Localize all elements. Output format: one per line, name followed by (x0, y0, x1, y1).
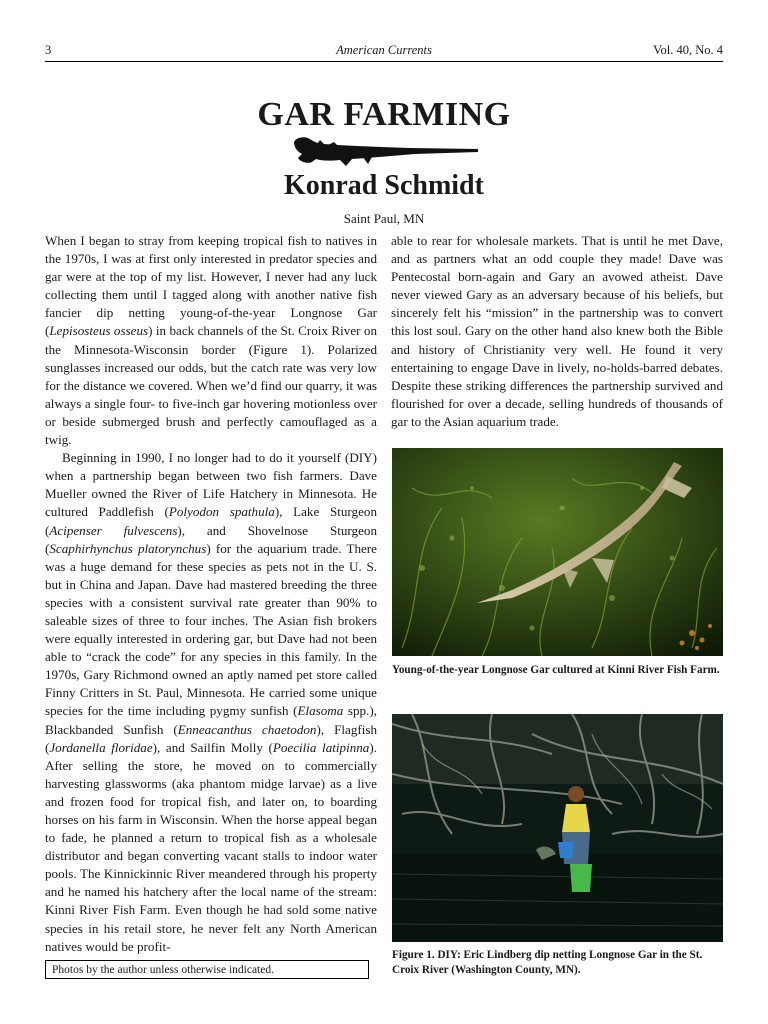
page-number: 3 (45, 43, 52, 57)
species-name: Acipenser fulvescens (49, 522, 178, 538)
gar-silhouette-icon (290, 128, 480, 172)
species-name: Poecilia latipinna (272, 739, 370, 755)
species-name: Jordanella floridae (49, 739, 153, 755)
volume-issue: Vol. 40, No. 4 (653, 43, 723, 57)
column-left (45, 232, 377, 956)
column-right (391, 232, 723, 431)
gar-photo-icon (392, 448, 723, 656)
article-author: Konrad Schmidt (284, 170, 484, 201)
river-photo-icon (392, 714, 723, 942)
author-location: Saint Paul, MN (343, 211, 425, 226)
text-run: When I began to stray from keeping tropical fish to natives in the 1970s, I was at first only interested in predator species and gar were at the top of my list. However, I never had any luck collecting them until I tagged along with another native fish fancier dip netting young-of-the-year Longnose Gar ( (45, 233, 377, 339)
text-run: ), and Sailfin Molly ( (152, 739, 273, 755)
text-run: ), and Shovelnose Sturgeon ( (45, 522, 378, 556)
paragraph (45, 232, 377, 449)
species-name: Elasoma (297, 703, 344, 719)
text-run: ) in back channels of the St. Croix River on the Minnesota-Wisconsin border (Figure 1). Polarized sunglasses increased our odds, but the catch rate was very low for the distance we covered. When we’d find our quarry, it was always a single four- to five-inch gar hovering motionless over or beside submerged brush and perfectly camouflaged as a twig. (45, 323, 377, 448)
text-run: Beginning in 1990, I no longer had to do it yourself (DIY) when a partnership began between two fish farmers. Dave Mueller owned the River of Life Hatchery in Minnesota. He cultured Paddlefish ( (45, 450, 377, 520)
species-name: Polyodon spathula (168, 504, 275, 520)
figure1-caption: Figure 1. DIY: Eric Lindberg dip netting Longnose Gar in the St. Croix River (Washington County, MN). (392, 949, 703, 976)
river-photo (392, 714, 723, 942)
species-name: Enneacanthus chaetodon (177, 721, 317, 737)
article-title: GAR FARMING (257, 96, 511, 133)
text-run: ). After selling the store, he moved on to commercially harvesting glassworms (aka phantom midge larvae) as a live and frozen food for tropical fish, and later on, to boarding horses on his farm in Wisconsin. When the horse appeal began to fade, he planned a return to tropical fish as a wholesale distributor and began converting vacant stalls to indoor water pools. The Kinnickinnic River meandered through his property and he named his hatchery after the local name of the stream: Kinni River Fish Farm. Even though he had sold some native species in his retail store, he never felt any North American natives would be profit- (45, 739, 377, 954)
species-name: Scaphirhynchus platorynchus (49, 540, 207, 556)
paragraph (45, 449, 377, 956)
text-run: ), Lake Sturgeon ( (45, 504, 377, 538)
publication-name: American Currents (336, 43, 432, 57)
paragraph (391, 232, 723, 431)
text-run: ), Flagfish ( (45, 721, 378, 755)
gar-photo (392, 448, 723, 656)
species-name: Lepisosteus osseus (49, 323, 149, 339)
text-run: spp.), Blackbanded Sunfish ( (45, 703, 377, 737)
photo1-caption: Young-of-the-year Longnose Gar cultured at Kinni River Fish Farm. (392, 664, 720, 676)
text-run: ) for the aquarium trade. There was a huge demand for these species as pets not in the U. S. but in China and Japan. Dave had mastered breeding the three species with a consistent survival rate greater than 90% to saleable sizes of three to four inches. The Asian fish brokers were equally interested in ordering gar, but Dave had not been able to “crack the code” for any species in this family. In the 1970s, Gary Richmond owned an aptly named pet store called Finny Critters in St. Paul, Minnesota. He carried some unique species for the time including pygmy sunfish ( (45, 540, 377, 719)
photo-credit: Photos by the author unless otherwise indicated. (45, 960, 369, 979)
running-header (45, 41, 723, 62)
text-run: able to rear for wholesale markets. That is until he met Dave, and as partners what an odd couple they made! Dave was Pentecostal born-again and Gary an avowed atheist. Dave never viewed Gary as an adversary because of his beliefs, but sincerely felt his “mission” in the partnership was to convert this lost soul. Gary on the other hand also knew both the Bible and history of Christianity very well. He found it very entertaining to engage Dave in lively, no-holds-barred debates. Despite these striking differences the partnership survived and flourished for over a decade, selling hundreds of thousands of gar to the Asian aquarium trade. (391, 233, 723, 429)
